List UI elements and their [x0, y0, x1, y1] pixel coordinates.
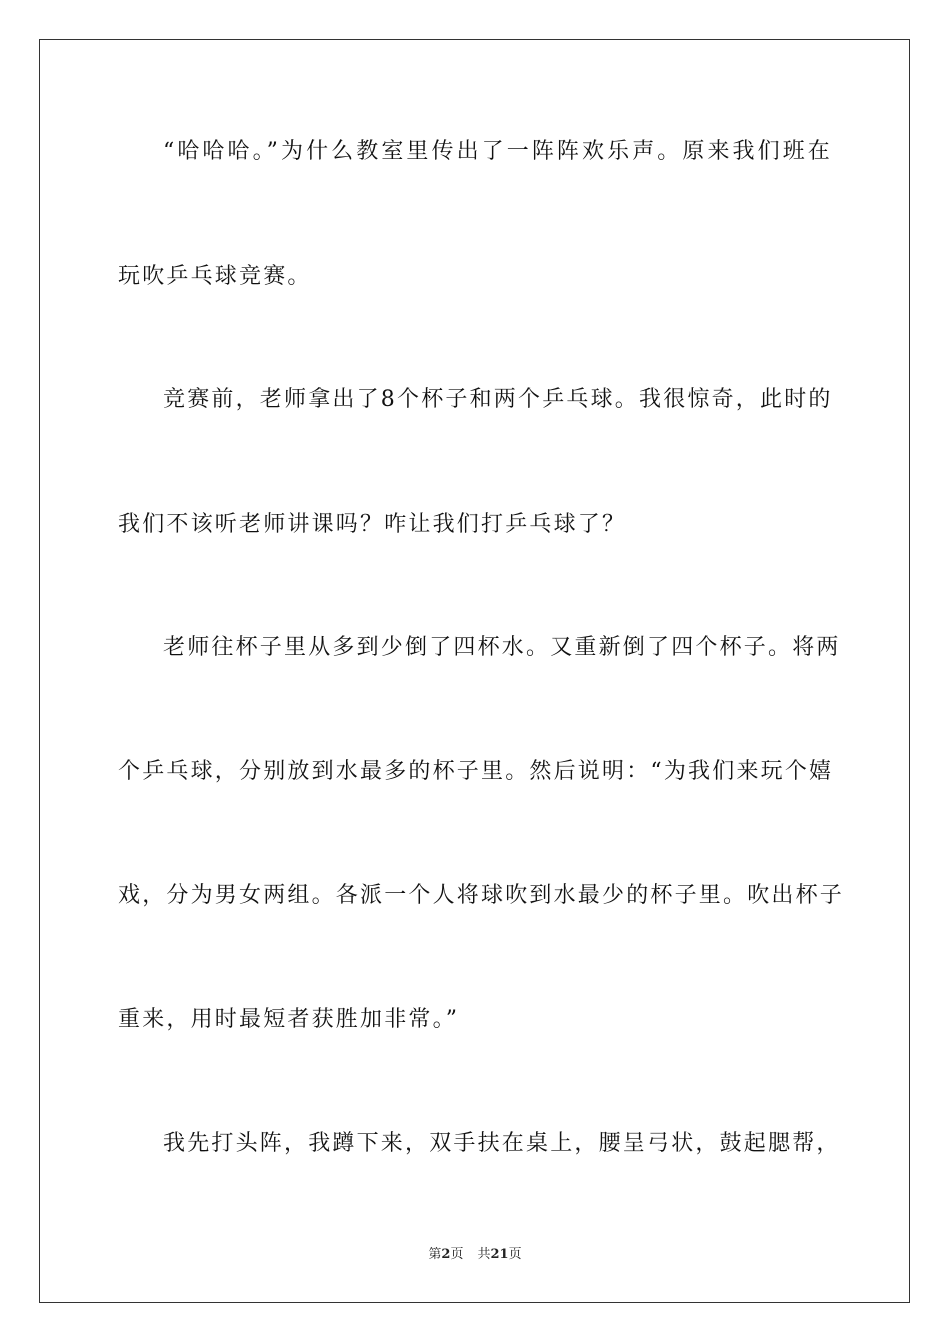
paragraph-3-line-3: 戏，分为男女两组。各派一个人将球吹到水最少的杯子里。吹出杯子 — [118, 883, 845, 908]
paragraph-4-line-1: 我先打头阵，我蹲下来，双手扶在桌上，腰呈弓状，鼓起腮帮， — [163, 1131, 841, 1156]
paragraph-1-line-2: 玩吹乒乓球竞赛。 — [118, 264, 312, 289]
paragraph-3-line-4: 重来，用时最短者获胜加非常。” — [118, 1007, 460, 1032]
paragraph-3-line-1: 老师往杯子里从多到少倒了四杯水。又重新倒了四个杯子。将两 — [163, 635, 841, 660]
paragraph-1-line-1: “哈哈哈。”为什么教室里传出了一阵阵欢乐声。原来我们班在 — [163, 139, 832, 164]
page-footer — [0, 1246, 950, 1264]
page-prefix: 第 — [428, 1247, 442, 1262]
total-suffix: 页 — [508, 1247, 522, 1262]
page-total-number: 21 — [490, 1247, 509, 1262]
page-current-number: 2 — [441, 1247, 451, 1262]
page-frame — [39, 39, 910, 1303]
total-prefix: 共 — [477, 1247, 491, 1262]
paragraph-3-line-2: 个乒乓球，分别放到水最多的杯子里。然后说明：“为我们来玩个嬉 — [118, 759, 834, 784]
page-suffix: 页 — [450, 1247, 464, 1262]
paragraph-2-line-1: 竞赛前，老师拿出了8个杯子和两个乒乓球。我很惊奇，此时的 — [163, 387, 833, 412]
paragraph-2-line-2: 我们不该听老师讲课吗？咋让我们打乒乓球了？ — [118, 512, 627, 537]
